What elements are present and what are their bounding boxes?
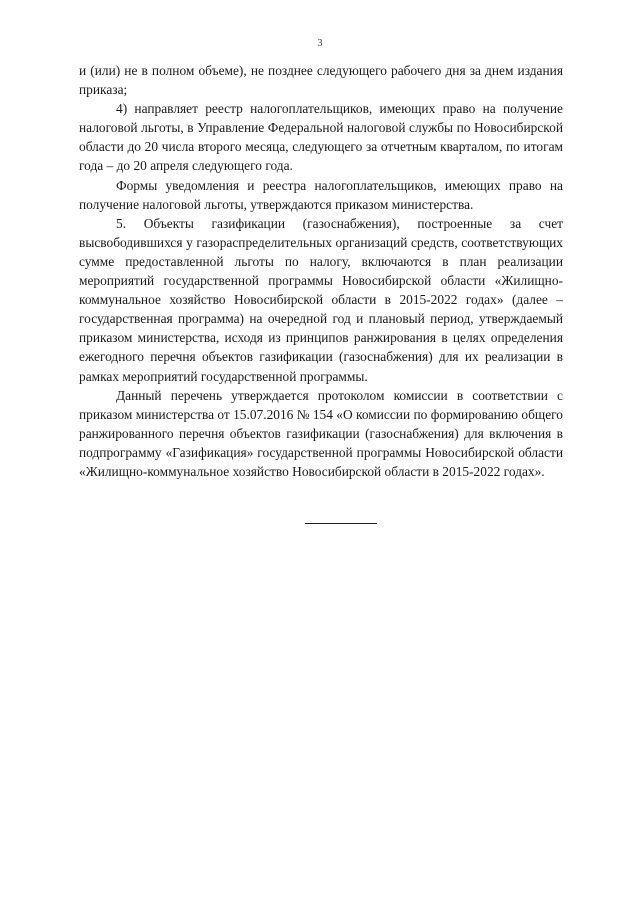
paragraph-item-5: 5. Объекты газификации (газоснабжения), построенные за счет высвободившихся у газораспределительных организаций средств, соответствующих сумме предоставленной льготы по налогу, включаются в план реализации мероприятий государственной программы Новосибирской области «Жилищно-коммунальное хозяйство Новосибирской области в 2015-2022 годах» (далее – государственная программа) на очередной год и плановый период, утверждаемый приказом министерства, исходя из принципов ранжирования в целях определения ежегодного перечня объектов газификации (газоснабжения) для их реализации в рамках мероприятий государственной программы.	[79, 215, 563, 384]
page-number: 3	[317, 38, 323, 49]
paragraph-list-approval: Данный перечень утверждается протоколом комиссии в соответствии с приказом министерства от 15.07.2016 № 154 «О комиссии по формированию общего ранжированного перечня объектов газификации (газоснабжения) для включения в подпрограмму «Газификация» государственной программы Новосибирской области «Жилищно-коммунальное хозяйство Новосибирской области в 2015-2022 годах».	[79, 387, 563, 479]
paragraph-continuation: и (или) не в полном объеме), не позднее следующего рабочего дня за днем издания приказа;	[79, 63, 563, 98]
paragraph-forms: Формы уведомления и реестра налогоплательщиков, имеющих право на получение налоговой льготы, утверждаются приказом министерства.	[79, 177, 563, 212]
paragraph-item-4: 4) направляет реестр налогоплательщиков, имеющих право на получение налоговой льготы, в Управление Федеральной налоговой службы по Новосибирской области до 20 числа второго месяца, следующего за отчетным кварталом, по итогам года – до 20 апреля следующего года.	[79, 101, 563, 174]
document-body	[79, 61, 563, 481]
end-of-document-rule	[305, 523, 377, 524]
